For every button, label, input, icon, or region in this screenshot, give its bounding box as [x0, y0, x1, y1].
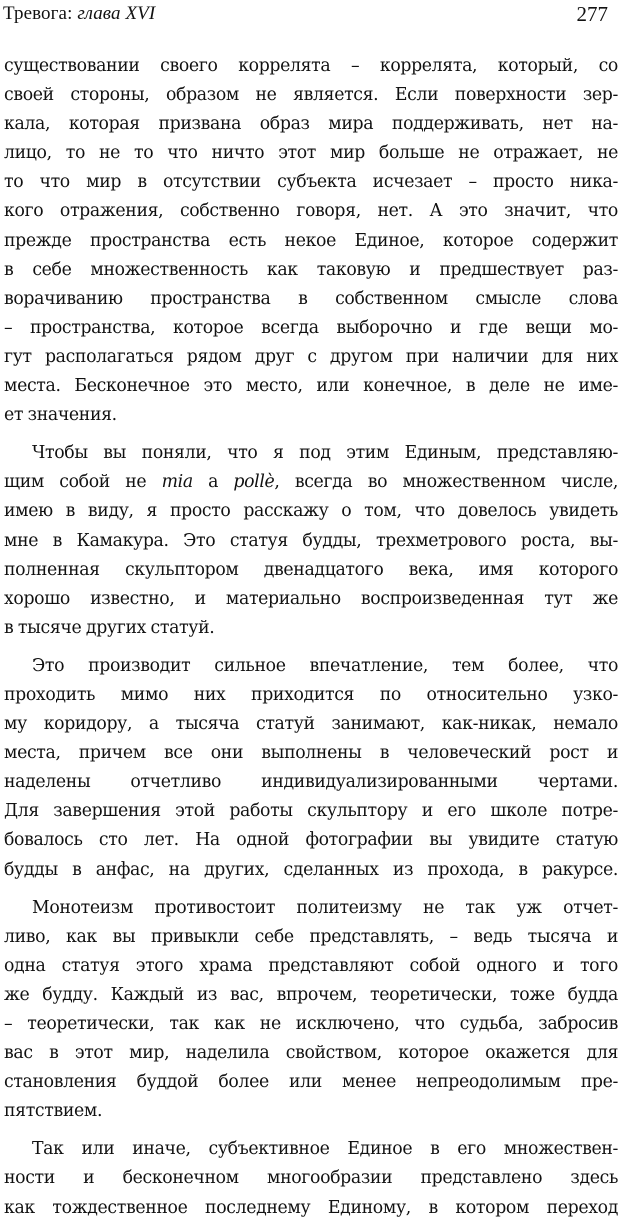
text-line: становления буддой более или менее непреодолимым пре- — [4, 1072, 618, 1093]
page-number: 277 — [576, 2, 608, 26]
italic-term-polle: pollè — [233, 472, 275, 493]
text-line: одна статуя этого храма представляют собой одного и того — [4, 955, 618, 976]
text-line: же будду. Каждый из вас, впрочем, теоретически, тоже будда — [4, 984, 618, 1005]
text-line: бовалось сто лет. На одной фотографии вы увидите статую — [4, 830, 618, 851]
paragraph-2 — [4, 439, 618, 643]
text-line: места, причем все они выполнены в человеческий рост и — [4, 743, 618, 764]
text-line: в тысяче других статуй. — [4, 617, 215, 638]
text-line: будды в анфас, на других, сделанных из прохода, в ракурсе. — [4, 859, 618, 880]
running-head-title: Тревога: — [3, 3, 78, 24]
text-run: , всегда во множественном числе, — [274, 472, 618, 493]
text-line: – пространства, которое всегда выборочно и где вещи мо- — [4, 317, 618, 338]
text-line: существовании своего коррелята – коррелята, который, со — [4, 56, 618, 76]
text-line: лицо, то не то что ничто этот мир больше не отражает, не — [4, 143, 618, 164]
italic-term-mia: mia — [161, 472, 193, 493]
text-line: Монотеизм противостоит политеизму не так уж отчет- — [32, 897, 618, 918]
text-line: места. Бесконечное это место, или конечное, в деле не име- — [4, 376, 618, 397]
paragraph-4 — [4, 894, 618, 1127]
paragraph-1 — [4, 52, 618, 430]
text-line — [4, 468, 618, 497]
text-line: вас в этот мир, наделила свойством, которое окажется для — [4, 1043, 618, 1064]
text-line: проходить мимо них приходится по относительно узко- — [4, 684, 618, 705]
text-line: хорошо известно, и материально воспроизведенная тут же — [4, 588, 618, 609]
text-line: в себе множественность как таковую и предшествует раз- — [4, 259, 618, 280]
text-line: – теоретически, так как не исключено, что судьба, забросив — [4, 1014, 618, 1034]
body-text — [4, 52, 618, 1223]
text-line: прежде пространства есть некое Единое, которое содержит — [4, 230, 618, 251]
text-line: Чтобы вы поняли, что я под этим Единым, представляю- — [32, 443, 618, 464]
paragraph-5 — [4, 1135, 618, 1222]
text-line: наделены отчетливо индивидуализированными чертами. — [4, 772, 618, 793]
text-line: то что мир в отсутствии субъекта исчезает – просто ника- — [4, 172, 618, 193]
text-line: как тождественное последнему Единому, в котором переход — [4, 1197, 618, 1218]
paragraph-3 — [4, 652, 618, 885]
text-line: ет значения. — [4, 405, 117, 426]
text-line: му коридору, а тысяча статуй занимают, как-никак, немало — [4, 714, 618, 735]
text-run: щим собой не — [4, 472, 162, 493]
text-line: мне в Камакура. Это статуя будды, трехметрового роста, вы- — [4, 530, 618, 551]
text-line: Это производит сильное впечатление, тем более, что — [32, 655, 618, 676]
page-header — [3, 2, 608, 30]
text-line: кого отражения, собственно говоря, нет. А это значит, что — [4, 201, 618, 222]
text-line: Для завершения этой работы скульптору и его школе потре- — [4, 801, 618, 822]
text-line: полненная скульптором двенадцатого века, имя которого — [4, 559, 618, 580]
text-line: пятствием. — [4, 1101, 103, 1122]
text-line: ворачиванию пространства в собственном смысле слова — [4, 288, 618, 309]
text-line: Так или иначе, субъективное Единое в его множествен- — [32, 1139, 618, 1160]
text-line: имею в виду, я просто расскажу о том, что довелось увидеть — [4, 501, 618, 522]
running-head-chapter: глава XVI — [77, 3, 156, 24]
text-line: гут располагаться рядом друг с другом при наличии для них — [4, 346, 618, 367]
text-run: a — [192, 472, 234, 493]
text-line: ливо, как вы привыкли себе представлять, – ведь тысяча и — [4, 926, 618, 947]
running-head — [3, 2, 155, 26]
text-line: кала, которая призвана образ мира поддерживать, нет на- — [4, 114, 618, 135]
text-line: своей стороны, образом не является. Если поверхности зер- — [4, 85, 618, 106]
text-line: ности и бесконечном многообразии представлено здесь — [4, 1168, 618, 1189]
